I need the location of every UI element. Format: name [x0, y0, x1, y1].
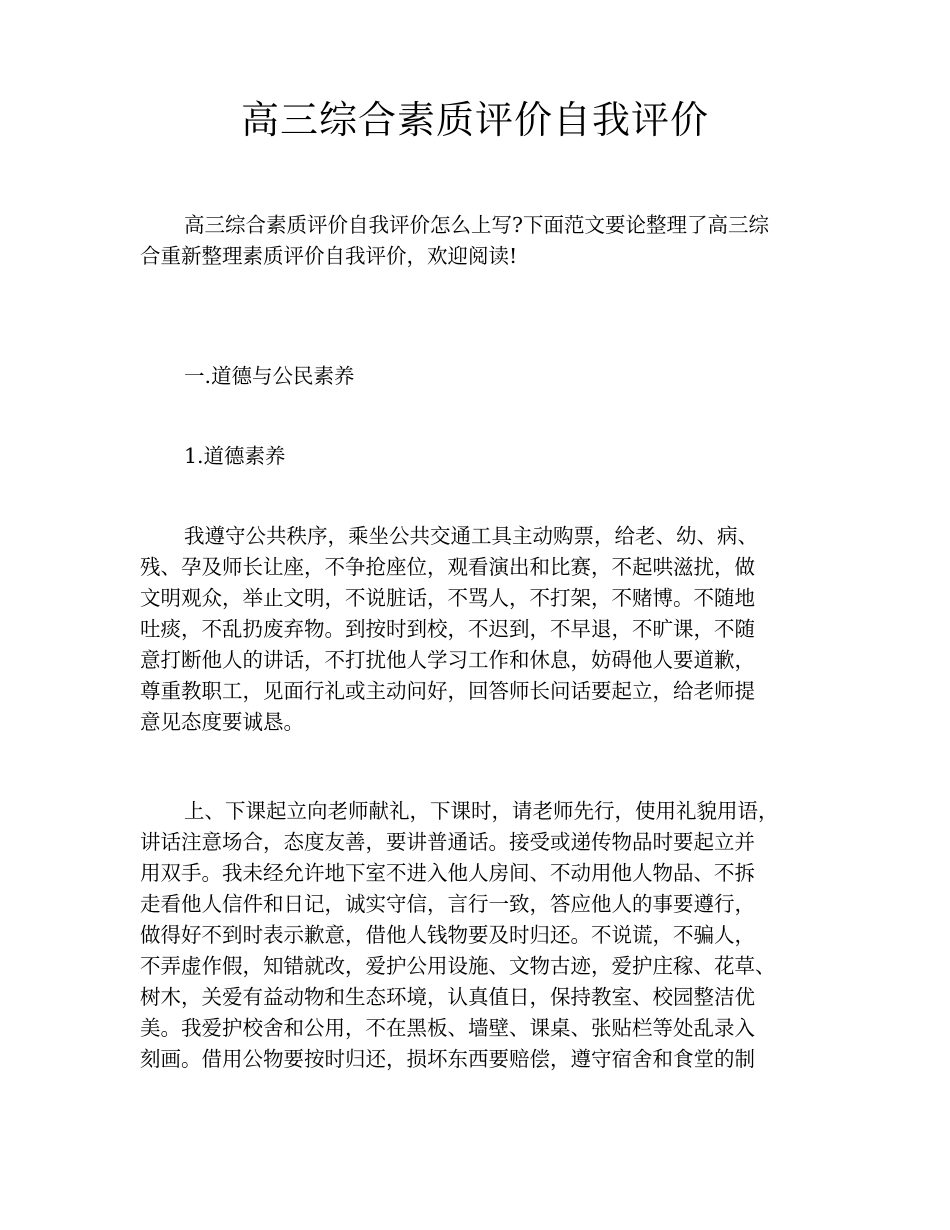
paragraph-line: 树木，关爱有益动物和生态环境，认真值日，保持教室、校园整洁优 [140, 985, 755, 1009]
subsection-heading-block [140, 441, 840, 472]
paragraph-line: 尊重教职工，见面行礼或主动问好，回答师长问话要起立，给老师提 [140, 679, 755, 703]
paragraph-line: 走看他人信件和日记，诚实守信，言行一致，答应他人的事要遵行， [140, 892, 755, 916]
paragraph-line: 刻画。借用公物要按时归还，损坏东西要赔偿，遵守宿舍和食堂的制 [140, 1047, 755, 1071]
paragraph-line: 意见态度要诚恳。 [140, 710, 304, 734]
paragraph-line: 残、孕及师长让座，不争抢座位，观看演出和比赛，不起哄滋扰，做 [140, 555, 755, 579]
paragraph-line: 用双手。我未经允许地下室不进入他人房间、不动用他人物品、不拆 [140, 861, 755, 885]
paragraph-line: 我遵守公共秩序，乘坐公共交通工具主动购票，给老、幼、病、 [184, 524, 758, 548]
paragraph-line: 高三综合素质评价自我评价怎么上写?下面范文要论整理了高三综 [184, 213, 769, 237]
paragraph-line: 合重新整理素质评价自我评价，欢迎阅读! [140, 244, 518, 268]
paragraph-line: 做得好不到时表示歉意，借他人钱物要及时归还。不说谎，不骗人， [140, 923, 755, 947]
section-heading-block [140, 361, 840, 392]
paragraph-2 [140, 796, 840, 1075]
paragraph-line: 意打断他人的讲话，不打扰他人学习工作和休息，妨碍他人要道歉， [140, 648, 755, 672]
paragraph-1 [140, 521, 840, 738]
paragraph-line: 上、下课起立向老师献礼，下课时，请老师先行，使用礼貌用语， [184, 799, 779, 823]
paragraph-line: 讲话注意场合，态度友善，要讲普通话。接受或递传物品时要起立并 [140, 830, 755, 854]
intro-paragraph [140, 210, 840, 272]
document-title: 高三综合素质评价自我评价 [240, 98, 709, 142]
paragraph-line: 吐痰，不乱扔废弃物。到按时到校，不迟到，不早退，不旷课，不随 [140, 617, 755, 641]
subsection-heading: 1.道德素养 [184, 444, 286, 468]
paragraph-line: 不弄虚作假，知错就改，爱护公用设施、文物古迹，爱护庄稼、花草、 [140, 954, 776, 978]
section-heading: 一.道德与公民素养 [184, 364, 355, 388]
paragraph-line: 美。我爱护校舍和公用，不在黑板、墙壁、课桌、张贴栏等处乱录入 [140, 1016, 755, 1040]
paragraph-line: 文明观众，举止文明，不说脏话，不骂人，不打架，不赌博。不随地 [140, 586, 755, 610]
